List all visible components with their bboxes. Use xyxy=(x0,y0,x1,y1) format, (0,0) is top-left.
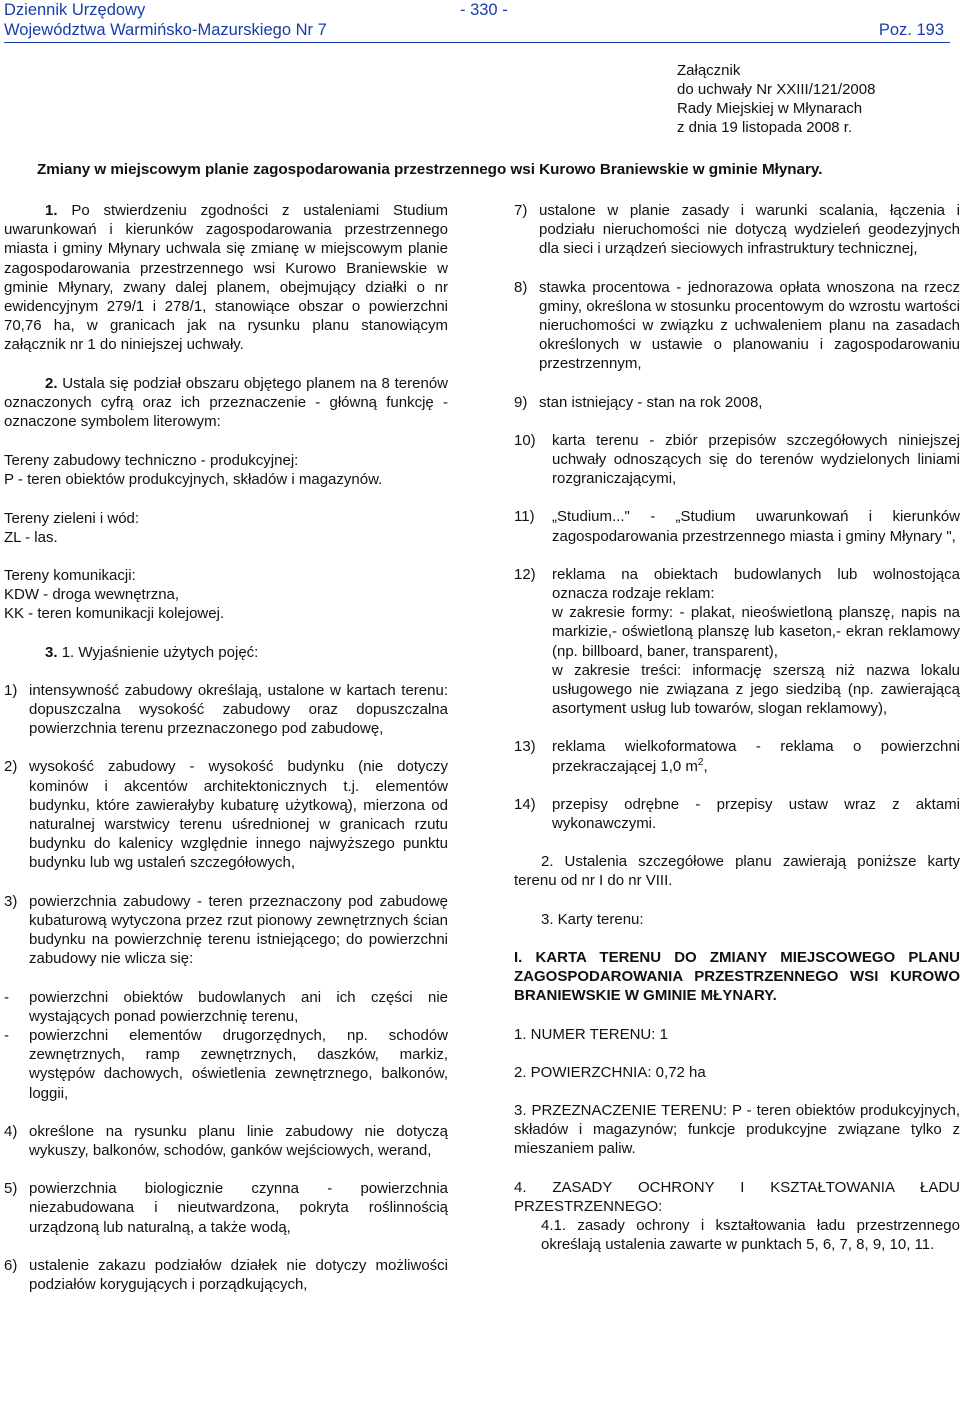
item-number: 6) xyxy=(4,1256,18,1274)
definition-item xyxy=(514,431,960,489)
dash-mark: - xyxy=(4,1026,9,1044)
section-3 xyxy=(4,643,448,662)
zone-line: P - teren obiektów produkcyjnych, składów i magazynów. xyxy=(4,471,383,489)
section-2 xyxy=(4,374,448,432)
item-number: 14) xyxy=(514,795,536,813)
card-item: 1. NUMER TERENU: 1 xyxy=(514,1025,668,1043)
item-number: 3) xyxy=(4,892,18,910)
card-item: 2. POWIERZCHNIA: 0,72 ha xyxy=(514,1063,706,1081)
zone-line: KDW - droga wewnętrzna, xyxy=(4,586,180,604)
item-number: 9) xyxy=(514,393,528,411)
card-title: I. KARTA TERENU DO ZMIANY MIEJSCOWEGO PLANU ZAGOSPODAROWANIA PRZESTRZENNEGO WSI KUROWO BRANIEWSKIE W GMINIE MŁYNARY. xyxy=(514,948,960,1005)
definition-item xyxy=(4,1179,448,1237)
item-number: 2) xyxy=(4,758,18,776)
item-text: stan istniejący - stan na rok 2008, xyxy=(539,393,763,411)
item-text: w zakresie formy: - plakat, nieoświetloną planszę, napis na markizie,- oświetloną planszę lub kaseton,- ekran reklamowy (np. billboard, baner, transparent), xyxy=(552,604,960,660)
annex-line: Załącznik xyxy=(677,62,741,79)
zone-line: KK - teren komunikacji kolejowej. xyxy=(4,605,225,623)
section-2-number: 2. xyxy=(45,374,58,392)
dash-text: powierzchni obiektów budowlanych ani ich części nie wystających ponad powierzchnię terenu, xyxy=(29,988,448,1025)
zone-line: ZL - las. xyxy=(4,528,58,546)
annex-line: do uchwały Nr XXIII/121/2008 xyxy=(677,81,876,98)
definition-item xyxy=(514,795,960,833)
item-number: 4) xyxy=(4,1122,18,1140)
item-text: reklama wielkoformatowa - reklama o powierzchni przekraczającej 1,0 m xyxy=(552,738,960,775)
item-text: ustalenie zakazu podziałów działek nie dotyczy możliwości podziałów korygujących i porządkujących, xyxy=(29,1256,448,1293)
definition-item xyxy=(4,681,448,739)
item-text: ustalone w planie zasady i warunki scalania, łączenia i podziału nieruchomości nie dotyczą wydzieleń geodezyjnych dla sieci i urządzeń sieciowych infrastruktury technicznej, xyxy=(539,202,960,258)
definition-item xyxy=(514,737,960,775)
card-item: 3. PRZEZNACZENIE TERENU: P - teren obiektów produkcyjnych, składów i magazynów; funkcje produkcyjne związane tylko z mieszaniem paliw. xyxy=(514,1101,960,1158)
definition-item xyxy=(514,393,960,412)
item-text: przepisy odrębne - przepisy ustaw wraz z aktami wykonawczymi. xyxy=(552,795,960,833)
section-1-text: Po stwierdzeniu zgodności z ustaleniami Studium uwarunkowań i kierunków zagospodarowania przestrzennego miasta i gminy Młynary uchwala się zmianę w miejscowym planie zagospodarowania przestrzennego wsi Kurowo Braniewskie w gminie Młynary, zwany dalej planem, obejmujący działki o nr ewidencyjnym 279/1 i 278/1, stanowiące obszar o powierzchni 70,76 ha, w granicach jak na rysunku planu stanowiącym załącznik nr 1 do niniejszej uchwały. xyxy=(4,202,449,354)
position-number: Poz. 193 xyxy=(878,21,944,39)
item-number: 8) xyxy=(514,278,528,296)
definition-item xyxy=(514,507,960,545)
right-column xyxy=(514,201,960,1254)
zone-heading: Tereny zieleni i wód: xyxy=(4,509,140,527)
definition-item xyxy=(4,757,448,872)
section-3-number: 3. xyxy=(45,643,58,661)
item-text: w zakresie treści: informację szerszą niż nazwa lokalu usługowego nie związana z jego siedzibą (np. zawierającą asortyment usług lub towarów, slogan reklamowy), xyxy=(552,661,960,718)
zone-heading: Tereny zabudowy techniczno - produkcyjnej: xyxy=(4,452,299,470)
item-text: powierzchnia biologicznie czynna - powierzchnia niezabudowana i nieutwardzona, pokryta roślinnością urządzoną lub naturalną, a także wodą, xyxy=(29,1180,448,1236)
annex-line: Rady Miejskiej w Młynarach xyxy=(677,100,863,117)
section-3-cards: 3. Karty terenu: xyxy=(541,910,644,928)
annex-line: z dnia 19 listopada 2008 r. xyxy=(677,119,853,136)
journal-name: Dziennik Urzędowy xyxy=(4,1,146,19)
item-number: 10) xyxy=(514,431,536,449)
section-1-number: 1. xyxy=(45,202,58,219)
left-column xyxy=(4,201,448,1294)
section-2-details: 2. Ustalenia szczegółowe planu zawierają poniższe karty terenu od nr I do nr VIII. xyxy=(514,853,960,890)
item-text: intensywność zabudowy określają, ustalone w kartach terenu: dopuszczalna wysokość zabudowy oraz dopuszczalna powierzchnia terenu przeznaczonego pod zabudowę, xyxy=(29,681,448,738)
item-text: wysokość zabudowy - wysokość budynku (nie dotyczy kominów i akcentów architektonicznych t.j. elementów budynku, które zawierałyby kubaturę użytkową), mierzona od naturalnej warstwicy terenu uśrednionej w granicach rzutu budynku do kalenicy względnie innego najwyższego punktu budynku lub wg ustaleń szczegółowych, xyxy=(29,758,448,872)
page-number: - 330 - xyxy=(460,1,508,19)
dash-text: powierzchni elementów drugorzędnych, np. schodów zewnętrznych, ramp zewnętrznych, daszków, markiz, występów dachowych, oświetlenia zewnętrznego, balkonów, loggii, xyxy=(29,1026,448,1102)
section-3-text: Wyjaśnienie użytych pojęć: xyxy=(78,643,259,661)
section-2-text: Ustala się podział obszaru objętego planem na 8 terenów oznaczonych cyfrą oraz ich przeznaczenie - główną funkcję - oznaczone symbolem literowym: xyxy=(4,374,448,431)
item-number: 7) xyxy=(514,202,528,219)
item-number: 12) xyxy=(514,565,536,583)
definition-item xyxy=(4,892,448,969)
section-3-sub: 1. xyxy=(61,643,75,661)
definition-item xyxy=(514,278,960,374)
zone-heading: Tereny komunikacji: xyxy=(4,567,136,585)
item-number: 11) xyxy=(514,508,535,526)
definition-item xyxy=(4,1256,448,1294)
item-number: 1) xyxy=(4,681,18,699)
section-1 xyxy=(4,201,448,355)
definition-item xyxy=(514,201,960,259)
item-text: określone na rysunku planu linie zabudowy nie dotyczą wykuszy, balkonów, schodów, ganków wejściowych, werand, xyxy=(29,1122,448,1159)
superscript: 2 xyxy=(697,756,704,768)
item-number: 5) xyxy=(4,1180,18,1198)
definition-item xyxy=(514,565,960,719)
item-number: 13) xyxy=(514,738,536,756)
definition-item xyxy=(4,1122,448,1160)
item-text: reklama na obiektach budowlanych lub wolnostojąca oznacza rodzaje reklam: xyxy=(552,565,960,603)
document-title: Zmiany w miejscowym planie zagospodarowania przestrzennego wsi Kurowo Braniewskie w gminie Młynary. xyxy=(37,161,823,178)
item-text: stawka procentowa - jednorazowa opłata wnoszona na rzecz gminy, określona w stosunku procentowym do wzrostu wartości nieruchomości w związku z uchwaleniem planu na zasadach określonych w ustawie o planowaniu i zagospodarowaniu przestrzennym, xyxy=(539,278,960,373)
annex-block xyxy=(677,61,875,137)
item-text: „Studium..." - „Studium uwarunkowań i kierunków zagospodarowania przestrzennego miasta i gminy Młynary ", xyxy=(552,508,960,545)
dash-mark: - xyxy=(4,988,9,1006)
card-subitem: 4.1. zasady ochrony i kształtowania ładu przestrzennego określają ustalenia zawarte w punktach 5, 6, 7, 8, 9, 10, 11. xyxy=(541,1216,960,1254)
dash-item xyxy=(4,988,448,1026)
journal-region: Województwa Warmińsko-Mazurskiego Nr 7 xyxy=(4,21,327,39)
item-text: karta terenu - zbiór przepisów szczegółowych niniejszej uchwały odnoszących się do terenów wydzielonych liniami rozgraniczającymi, xyxy=(552,431,960,488)
dash-item xyxy=(4,1026,448,1103)
page-header xyxy=(4,0,950,43)
card-item: 4. ZASADY OCHRONY I KSZTAŁTOWANIA ŁADU PRZESTRZENNEGO: xyxy=(514,1178,960,1215)
item-text: powierzchnia zabudowy - teren przeznaczony pod zabudowę kubaturową wytyczona przez rzut pionowy zewnętrznych ścian budynku na powierzchnię terenu istniejącego; do powierzchni zabudowy nie wlicza się: xyxy=(29,892,448,968)
item-text-end: , xyxy=(703,757,708,775)
